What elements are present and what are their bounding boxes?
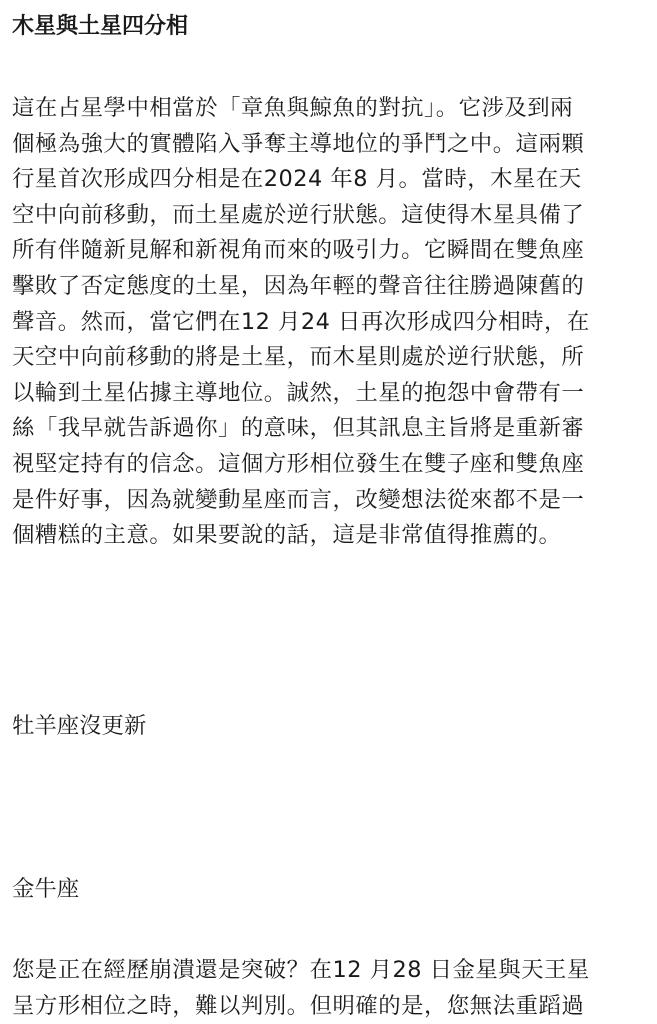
aries-heading: 牡羊座沒更新 — [12, 713, 147, 739]
paragraph-line: 視堅定持有的信念。這個方形相位發生在雙子座和雙魚座 — [12, 450, 585, 477]
article-title: 木星與土星四分相 — [12, 14, 189, 39]
paragraph-line: 以輪到土星佔據主導地位。誠然，土星的抱怨中會帶有一 — [12, 379, 585, 406]
taurus-paragraph — [12, 953, 590, 1024]
paragraph-line: 所有伴隨新見解和新視角而來的吸引力。它瞬間在雙魚座 — [12, 237, 585, 264]
taurus-heading: 金牛座 — [12, 876, 80, 902]
paragraph-line: 聲音。然而，當它們在12 月24 日再次形成四分相時，在 — [12, 308, 590, 335]
paragraph-line: 空中向前移動，而土星處於逆行狀態。這使得木星具備了 — [12, 201, 585, 228]
paragraph-line: 呈方形相位之時，難以判別。但明確的是，您無法重蹈過 — [12, 992, 585, 1019]
paragraph-line: 天空中向前移動的將是土星，而木星則處於逆行狀態，所 — [12, 344, 585, 371]
paragraph-line: 絲「我早就告訴過你」的意味，但其訊息主旨將是重新審 — [12, 415, 585, 442]
paragraph-line: 您是正在經歷崩潰還是突破？在12 月28 日金星與天王星 — [12, 957, 590, 983]
jupiter-saturn-paragraph — [12, 91, 590, 554]
paragraph-line: 擊敗了否定態度的土星，因為年輕的聲音往往勝過陳舊的 — [12, 272, 585, 299]
paragraph-line: 個糟糕的主意。如果要說的話，這是非常值得推薦的。 — [12, 522, 562, 549]
paragraph-line: 這在占星學中相當於「章魚與鯨魚的對抗」。它涉及到兩 — [12, 95, 574, 121]
paragraph-line: 個極為強大的實體陷入爭奪主導地位的爭鬥之中。這兩顆 — [12, 130, 585, 157]
paragraph-line: 是件好事，因為就變動星座而言，改變想法從來都不是一 — [12, 486, 585, 513]
paragraph-line: 行星首次形成四分相是在2024 年8 月。當時，木星在天 — [12, 166, 582, 193]
